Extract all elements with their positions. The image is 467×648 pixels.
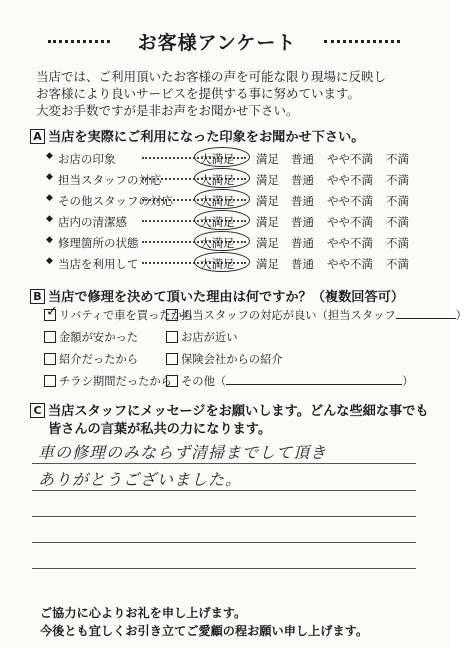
checkbox[interactable] (44, 304, 58, 321)
checkbox[interactable] (166, 309, 178, 321)
checkbox-item[interactable] (44, 329, 138, 345)
rating-label: お店の印象 (58, 152, 116, 166)
rating-option[interactable]: 大満足 (200, 257, 235, 271)
handwritten-message-line-1: 車の修理のみならず清掃までして頂き (38, 443, 328, 462)
selection-circle (194, 189, 250, 209)
rating-option[interactable]: 大満足 (200, 152, 235, 166)
rating-label: その他スタッフの対応 (58, 194, 173, 208)
checkbox-label: リバティで車を買ったから (59, 309, 194, 322)
bullet-icon: ◆ (46, 256, 53, 266)
rating-label: 担当スタッフの対応 (58, 173, 162, 187)
checkbox[interactable] (166, 331, 178, 343)
checkbox-label: 担当スタッフの対応が良い（担当スタッフ (181, 309, 396, 322)
footer-line-2: 今後とも宜しくお引き立てご愛顧の程お願い申し上げます。 (40, 624, 369, 638)
check-mark-icon: ✓ (46, 304, 58, 320)
section-a-heading (30, 126, 365, 145)
rating-option[interactable]: 普通 (291, 257, 314, 271)
rating-option[interactable]: 大満足 (200, 215, 235, 229)
section-c-letter: C (30, 403, 45, 418)
rating-option[interactable]: やや不満 (327, 173, 373, 187)
page-title: お客様アンケート (137, 32, 297, 54)
writing-line (32, 542, 416, 543)
rating-option[interactable]: 不満 (386, 215, 409, 229)
selection-circle (194, 231, 250, 251)
title-dash-right (324, 40, 400, 43)
checkbox-label: 保険会社からの紹介 (181, 353, 283, 366)
checkbox-label: お店が近い (181, 331, 238, 344)
rating-row (46, 255, 416, 275)
rating-row (46, 192, 416, 212)
rating-option[interactable]: 満足 (256, 257, 279, 271)
section-c-heading-2: 皆さんの言葉が私共の力になります。 (48, 422, 272, 437)
section-c-heading (30, 400, 429, 419)
checkbox-suffix: ） (402, 375, 414, 388)
rating-option[interactable]: 普通 (291, 194, 314, 208)
bullet-icon: ◆ (46, 172, 53, 182)
rating-option[interactable]: 満足 (256, 215, 279, 229)
checkbox[interactable] (44, 353, 56, 365)
rating-option[interactable]: 大満足 (200, 194, 235, 208)
rating-label: 店内の清潔感 (58, 215, 127, 229)
rating-option[interactable]: 普通 (291, 173, 314, 187)
fill-in-line[interactable] (226, 375, 402, 385)
checkbox[interactable] (44, 331, 56, 343)
rating-row (46, 150, 416, 170)
section-b-title: 当店で修理を決めて頂いた理由は何ですか？（複数回答可） (48, 290, 405, 305)
rating-option[interactable]: やや不満 (327, 236, 373, 250)
bullet-icon: ◆ (46, 235, 53, 245)
checkbox[interactable] (166, 353, 178, 365)
rating-option[interactable]: 満足 (256, 173, 279, 187)
rating-option[interactable]: 満足 (256, 236, 279, 250)
intro-text (36, 68, 426, 119)
rating-option[interactable]: 不満 (386, 257, 409, 271)
checkbox[interactable] (44, 375, 56, 387)
section-a-title: 当店を実際にご利用になった印象をお聞かせ下さい。 (48, 130, 365, 145)
rating-option[interactable]: 大満足 (200, 236, 235, 250)
checkbox-item[interactable] (166, 307, 467, 323)
writing-line (32, 463, 416, 464)
checkbox-item[interactable] (44, 351, 138, 367)
rating-option[interactable]: 不満 (386, 173, 409, 187)
rating-option[interactable]: 大満足 (200, 173, 235, 187)
rating-option[interactable]: やや不満 (327, 152, 373, 166)
fill-in-line[interactable] (396, 309, 456, 319)
checkbox-item[interactable] (166, 351, 283, 367)
selection-circle (194, 252, 250, 272)
selection-circle (194, 168, 250, 188)
writing-line (32, 490, 416, 491)
rating-option[interactable]: やや不満 (327, 194, 373, 208)
checkbox-suffix: ） (455, 309, 467, 322)
rating-option[interactable]: 普通 (291, 152, 314, 166)
rating-option[interactable]: 不満 (386, 194, 409, 208)
checkbox-label: 紹介だったから (59, 353, 139, 366)
intro-line: 当店では、ご利用頂いたお客様の声を可能な限り現場に反映し (36, 69, 387, 84)
title-dash-left (48, 40, 110, 43)
bullet-icon: ◆ (46, 151, 53, 161)
intro-line: 大変お手数ですが是非お声をお聞かせ下さい。 (36, 103, 299, 118)
rating-option[interactable]: 不満 (386, 236, 409, 250)
bullet-icon: ◆ (46, 193, 53, 203)
handwritten-message-line-2: ありがとうございました。 (38, 470, 243, 489)
selection-circle (194, 147, 250, 167)
rating-option[interactable]: 満足 (256, 152, 279, 166)
section-b-letter: B (30, 289, 45, 304)
section-b-heading (30, 286, 404, 305)
section-a-letter: A (30, 129, 45, 144)
rating-option[interactable]: 普通 (291, 215, 314, 229)
section-c-title-1: 当店スタッフにメッセージをお願いします。どんな些細な事でも (48, 404, 429, 419)
rating-option[interactable]: 普通 (291, 236, 314, 250)
checkbox-label: その他（ (181, 375, 227, 388)
rating-option[interactable]: やや不満 (327, 215, 373, 229)
rating-option[interactable]: やや不満 (327, 257, 373, 271)
checkbox[interactable] (166, 375, 178, 387)
rating-option[interactable]: 満足 (256, 194, 279, 208)
writing-line (32, 568, 416, 569)
checkbox-item[interactable] (44, 373, 172, 389)
rating-row (46, 171, 416, 191)
checkbox-item[interactable] (166, 329, 238, 345)
rating-row (46, 234, 416, 254)
checkbox-item[interactable] (166, 373, 414, 389)
rating-option[interactable]: 不満 (386, 152, 409, 166)
intro-line: お客様により良いサービスを提供する事に努めています。 (36, 86, 361, 101)
rating-label: 修理箇所の状態 (58, 236, 139, 250)
rating-label: 当店を利用して (58, 257, 139, 271)
rating-row (46, 213, 416, 233)
title-row (0, 28, 450, 54)
selection-circle (194, 210, 250, 230)
writing-line (32, 516, 416, 517)
checkbox-label: 金額が安かった (59, 331, 139, 344)
checkbox-label: チラシ期間だったから (59, 375, 172, 388)
footer-line-1: ご協力に心よりお礼を申し上げます。 (40, 606, 247, 620)
bullet-icon: ◆ (46, 214, 53, 224)
